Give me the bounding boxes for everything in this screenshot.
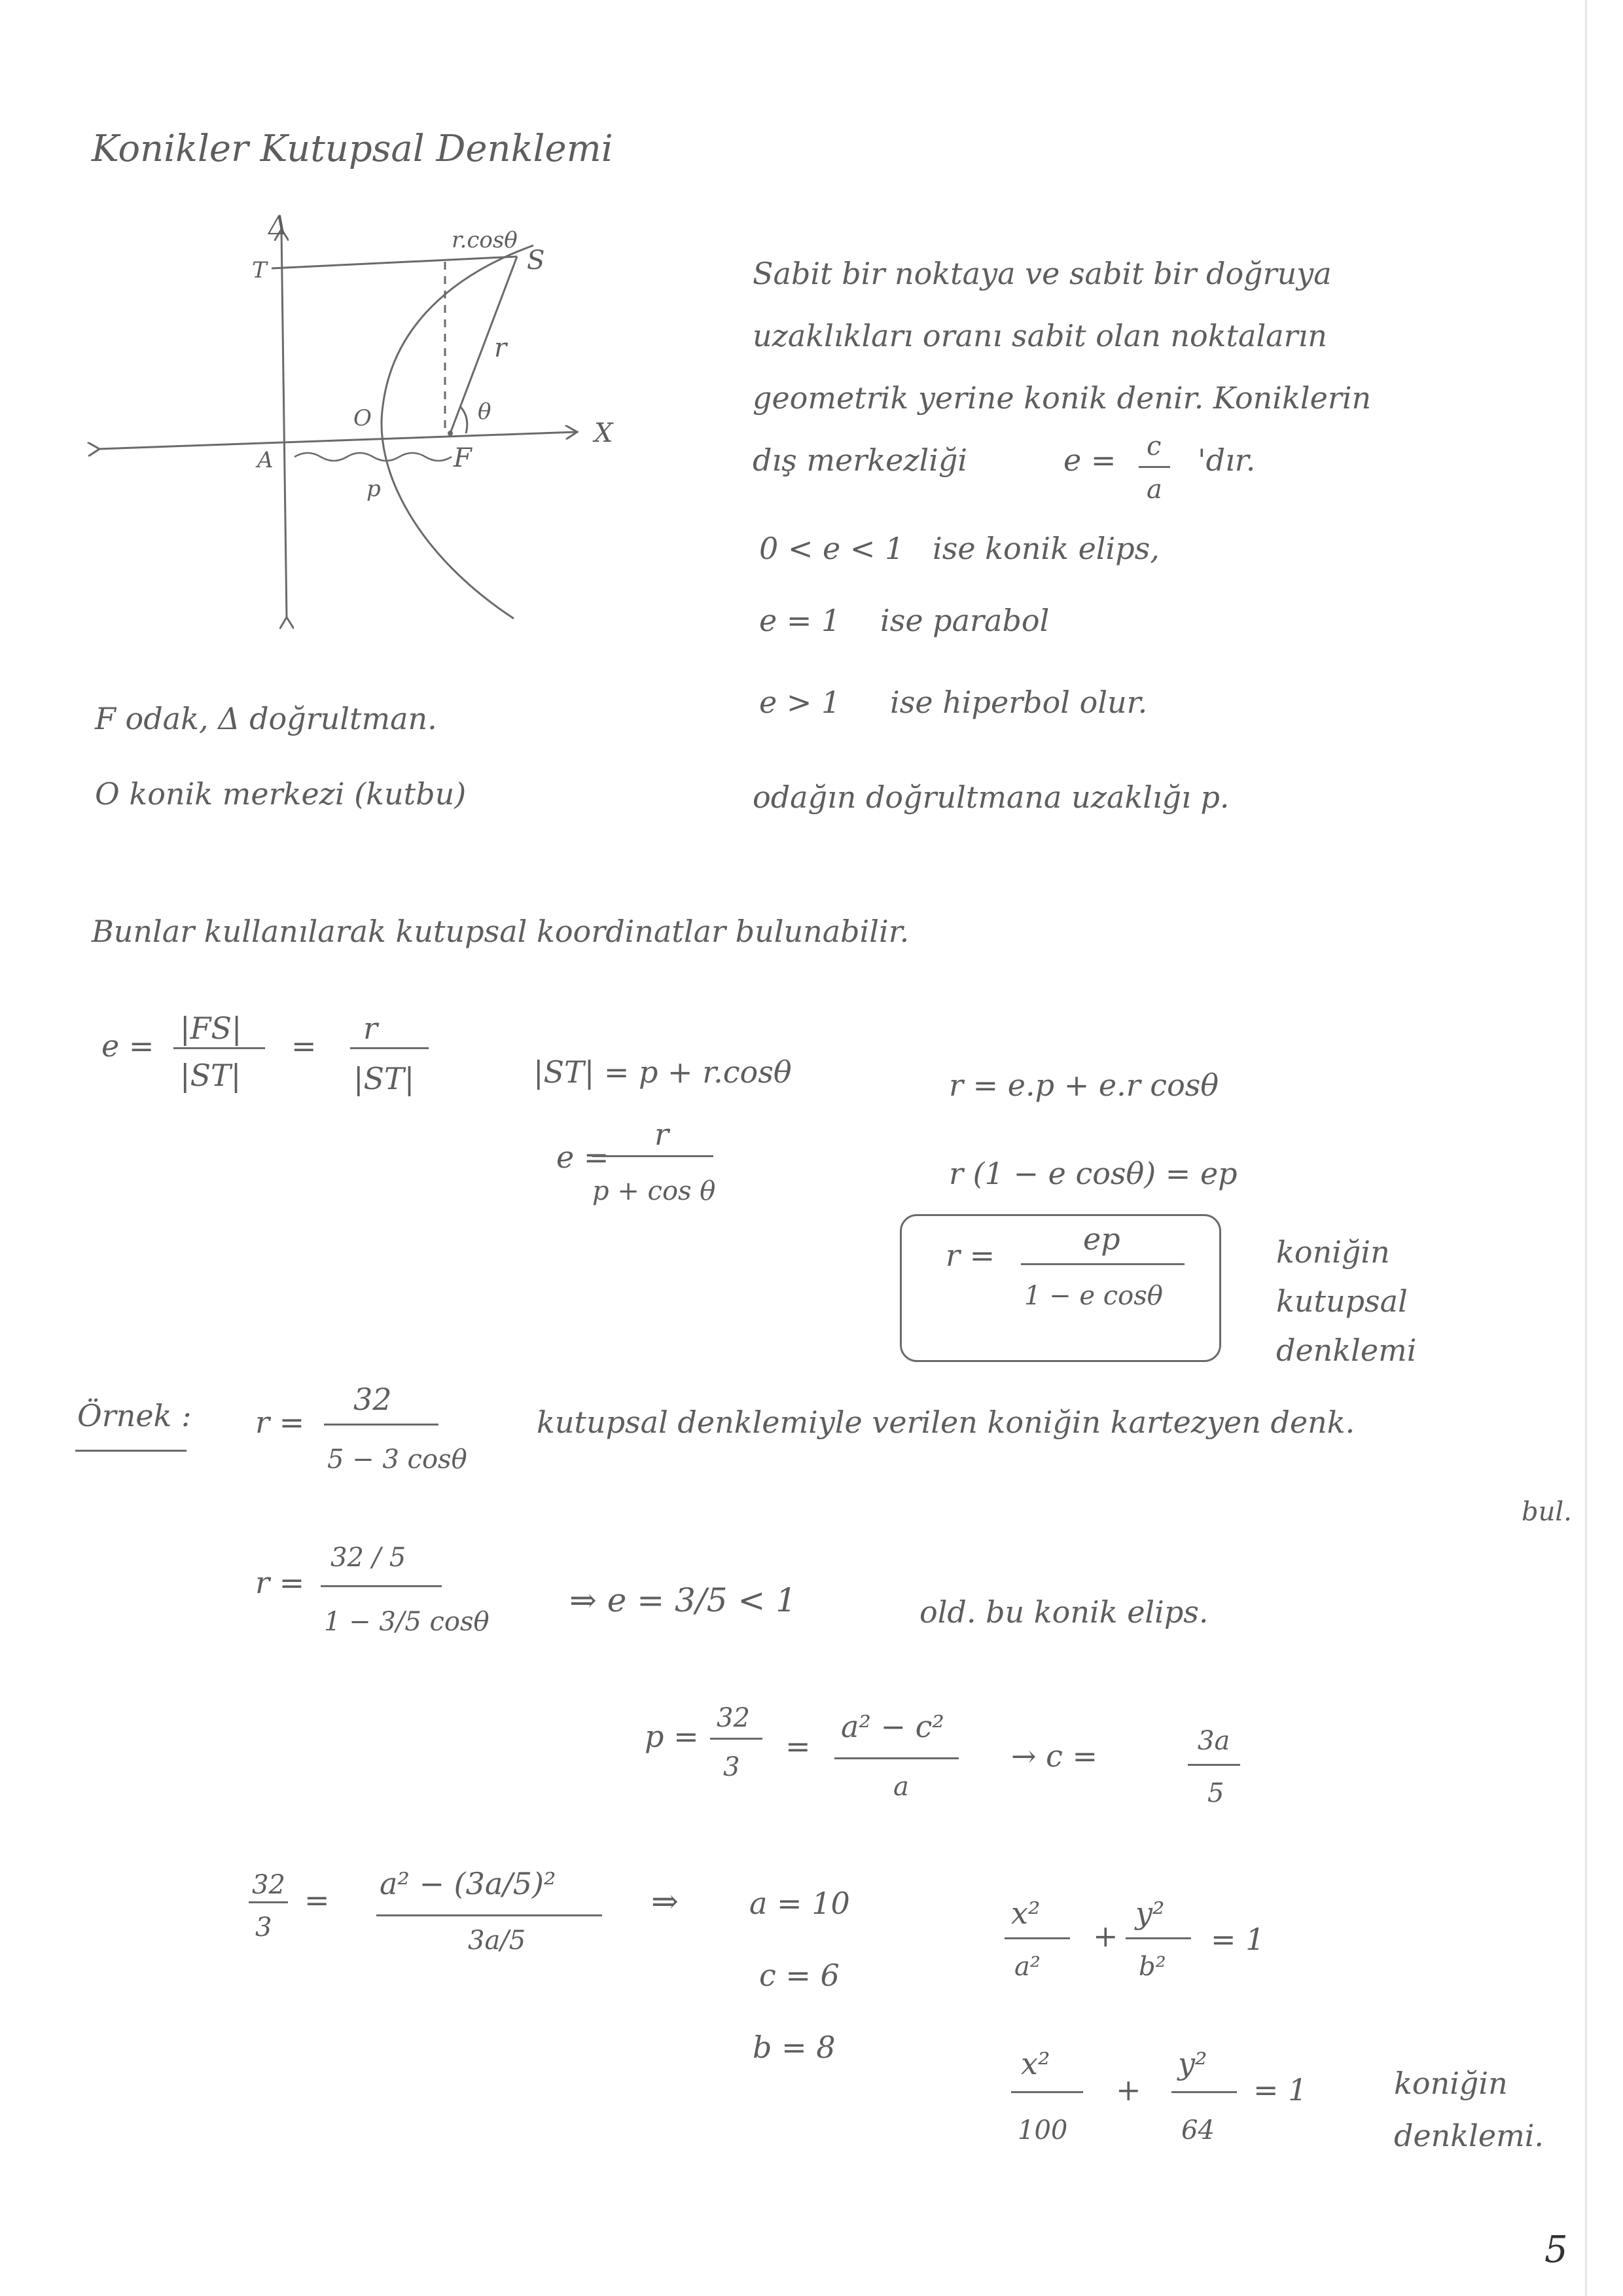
st-denominator: |ST| (180, 1058, 241, 1093)
final-x-denominator: 100 (1018, 2115, 1068, 2145)
lhs-equals: = (304, 1882, 330, 1918)
ratio-equals: = (291, 1028, 317, 1064)
p-numerator-2: a² − c² (841, 1709, 944, 1744)
final-label-1: koniğin (1394, 2066, 1508, 2101)
page-number: 5 (1544, 2229, 1568, 2271)
example-label: Örnek : (77, 1398, 192, 1433)
focus-point (448, 431, 453, 436)
result-bar (1021, 1263, 1185, 1265)
definition-line-4: dış merkezliği (753, 442, 968, 478)
x-axis (98, 432, 576, 449)
angle-arc (461, 407, 467, 433)
segment-ts (272, 257, 517, 268)
final-y-numerator: y² (1178, 2046, 1207, 2081)
ellipse-x-denominator: a² (1014, 1952, 1041, 1982)
focus-note: F odak, Δ doğrultman. (95, 701, 437, 736)
e-equals: e = (101, 1028, 154, 1064)
example-bar-2 (321, 1585, 442, 1587)
theta-label: θ (478, 399, 491, 425)
step-1: r = e.p + e.r cosθ (949, 1067, 1219, 1103)
lhs-numerator: 32 (252, 1870, 285, 1900)
final-label-2: denklemi. (1394, 2118, 1544, 2153)
case-parabola-cond: e = 1 (759, 603, 841, 638)
case-ellipse-cond: 0 < e < 1 (759, 531, 904, 566)
definition-line-3: geometrik yerine konik denir. Koniklerin (753, 380, 1372, 416)
ellipse-y-denominator: b² (1139, 1952, 1166, 1982)
ellipse-eq-one: = 1 (1211, 1922, 1265, 1957)
eccentricity-bar (1139, 466, 1170, 468)
focus-distance-text: odağın doğrultmana uzaklığı p. (753, 780, 1230, 815)
implies-arrow: ⇒ (651, 1882, 679, 1920)
b-value: b = 8 (753, 2030, 836, 2065)
x-axis-label: X (594, 418, 613, 448)
rhs-bar (376, 1914, 602, 1916)
case-parabola-text: ise parabol (880, 603, 1050, 638)
definition-line-1: Sabit bir noktaya ve sabit bir doğruya (753, 256, 1332, 291)
derivation-intro: Bunlar kullanılarak kutupsal koordinatlar bulunabilir. (92, 914, 910, 949)
example-denominator: 5 − 3 cosθ (327, 1444, 467, 1475)
p-equals-2: = (785, 1729, 811, 1764)
step-2: r (1 − e cosθ) = ep (949, 1156, 1238, 1191)
example-text-2: bul. (1522, 1497, 1572, 1527)
case-ellipse-text: ise konik elips, (933, 531, 1160, 566)
ellipse-y-numerator: y² (1135, 1895, 1165, 1931)
p-denominator-2: a (893, 1772, 909, 1802)
case-hyperbola-text: ise hiperbol olur. (890, 685, 1148, 720)
c-numerator: 3a (1198, 1726, 1230, 1756)
ellipse-y-bar (1126, 1937, 1191, 1939)
result-numerator: ep (1083, 1221, 1120, 1257)
result-label-3: denklemi (1276, 1333, 1417, 1368)
lhs-bar (249, 1901, 288, 1903)
rcos-label: r.cosθ (452, 227, 518, 253)
final-plus: + (1116, 2072, 1141, 2108)
result-label-1: koniğin (1276, 1234, 1390, 1270)
example-bar (324, 1424, 438, 1426)
a-value: a = 10 (749, 1886, 850, 1921)
p-bar-2 (834, 1757, 959, 1759)
example-numerator-2: 32 / 5 (330, 1543, 406, 1573)
e-ratio-bar-2 (592, 1155, 713, 1157)
ellipse-plus: + (1093, 1918, 1118, 1954)
pcos-denominator: p + cos θ (592, 1176, 716, 1206)
point-f-label: F (454, 443, 472, 473)
eccentricity-eq: e = (1063, 442, 1116, 478)
example-r-eq-2: r = (255, 1565, 305, 1600)
r-label: r (494, 333, 507, 363)
r-numerator: r (363, 1011, 378, 1046)
r-ratio-bar (350, 1047, 429, 1049)
ellipse-x-bar (1005, 1937, 1070, 1939)
p-numerator: 32 (717, 1703, 750, 1733)
eccentricity-num: c (1147, 431, 1162, 461)
eccentricity-result-text: old. bu konik elips. (919, 1594, 1209, 1630)
page-title: Konikler Kutupsal Denklemi (92, 128, 613, 170)
example-r-eq: r = (255, 1405, 305, 1440)
example-denominator-2: 1 − 3/5 cosθ (324, 1607, 490, 1637)
r-numerator-2: r (654, 1117, 669, 1152)
example-text: kutupsal denklemiyle verilen koniğin kartezyen denk. (537, 1405, 1355, 1440)
p-bar (710, 1738, 762, 1740)
point-t-label: T (252, 257, 267, 283)
final-x-numerator: x² (1021, 2046, 1050, 2081)
c-value: c = 6 (759, 1958, 840, 1993)
c-equals: → c = (1011, 1738, 1098, 1774)
focus-distance-brace (294, 453, 452, 461)
result-r: r = (946, 1238, 995, 1273)
example-underline (75, 1450, 187, 1452)
eccentricity-result: ⇒ e = 3/5 < 1 (569, 1581, 797, 1619)
center-note: O konik merkezi (kutbu) (95, 776, 467, 812)
final-y-bar (1171, 2091, 1237, 2093)
e-equals-2: e = (556, 1139, 609, 1175)
delta-label: Δ (268, 211, 287, 241)
point-s-label: S (527, 245, 545, 276)
final-y-denominator: 64 (1181, 2115, 1215, 2145)
definition-dir: 'dır. (1198, 442, 1256, 478)
p-label: p (366, 476, 381, 502)
rhs-numerator: a² − (3a/5)² (380, 1866, 556, 1901)
ellipse-x-numerator: x² (1011, 1895, 1041, 1931)
c-denominator: 5 (1207, 1778, 1224, 1808)
case-hyperbola-cond: e > 1 (759, 685, 841, 720)
final-eq-one: = 1 (1253, 2072, 1308, 2108)
eccentricity-den: a (1147, 475, 1162, 505)
result-denominator: 1 − e cosθ (1024, 1281, 1163, 1311)
directrix-line (281, 230, 287, 619)
definition-line-2: uzaklıkları oranı sabit olan noktaların (753, 318, 1327, 353)
conic-curve (382, 245, 533, 619)
example-numerator: 32 (353, 1382, 392, 1417)
p-equals: p = (645, 1719, 699, 1754)
final-x-bar (1011, 2091, 1083, 2093)
st-denominator-2: |ST| (353, 1061, 415, 1096)
e-ratio-bar (173, 1047, 265, 1049)
fs-numerator: |FS| (180, 1011, 242, 1046)
lhs-denominator: 3 (255, 1912, 272, 1943)
st-equation: |ST| = p + r.cosθ (533, 1054, 792, 1090)
point-o-label: O (353, 405, 372, 431)
c-bar (1188, 1764, 1240, 1766)
rhs-denominator: 3a/5 (468, 1926, 526, 1956)
point-a-label: A (257, 447, 274, 473)
result-label-2: kutupsal (1276, 1283, 1408, 1319)
p-denominator: 3 (723, 1752, 740, 1782)
